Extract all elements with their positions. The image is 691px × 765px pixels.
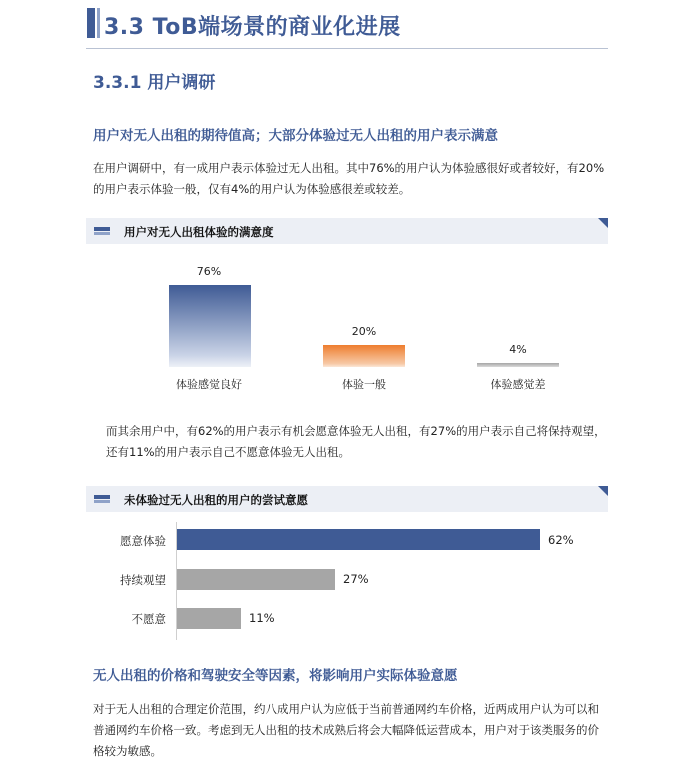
- bar-unwilling: [177, 608, 241, 629]
- chart2-header-band: [86, 486, 608, 512]
- band-marker-icon: [94, 232, 110, 235]
- paragraph-1: 在用户调研中，有一成用户表示体验过无人出租。其中76%的用户认为体验感很好或者较好，有20%的用户表示体验一般，仅有4%的用户认为体验感很差或较差。: [93, 161, 605, 196]
- bar-willing: [177, 529, 540, 550]
- bar-average: [323, 345, 405, 367]
- chart2-axis-line: [176, 522, 177, 640]
- bar-good: [169, 285, 251, 367]
- page-title: 3.3 ToB端场景的商业化进展: [104, 15, 401, 40]
- bar-waiting: [177, 569, 335, 590]
- bar-category-label: 愿意体验: [120, 534, 166, 548]
- bar-value-label: 20%: [351, 325, 377, 338]
- corner-triangle-icon: [598, 218, 608, 228]
- title-divider: [86, 48, 608, 49]
- band-marker-icon: [94, 227, 110, 231]
- band-marker-icon: [94, 495, 110, 499]
- chart1-title: 用户对无人出租体验的满意度: [124, 225, 274, 239]
- subsection-title: 3.3.1 用户调研: [93, 73, 216, 93]
- bar-poor: [477, 363, 559, 367]
- band-marker-icon: [94, 500, 110, 503]
- bar-category-label: 持续观望: [120, 573, 166, 587]
- finding-heading-2: 无人出租的价格和驾驶安全等因素，将影响用户实际体验意愿: [93, 668, 458, 684]
- paragraph-2: 而其余用户中，有62%的用户表示有机会愿意体验无人出租，有27%的用户表示自己将保持观望，还有11%的用户表示自己不愿意体验无人出租。: [106, 424, 606, 459]
- chart2-title: 未体验过无人出租的用户的尝试意愿: [124, 493, 308, 507]
- bar-value-label: 62%: [548, 533, 574, 547]
- chart1-header-band: [86, 218, 608, 244]
- paragraph-3: 对于无人出租的合理定价范围，约八成用户认为应低于当前普通网约车价格，近两成用户认为可以和普通网约车价格一致。考虑到无人出租的技术成熟后将会大幅降低运营成本，用户对于该类服务的价格较为敏感。: [93, 702, 599, 758]
- finding-heading-1: 用户对无人出租的期待值高；大部分体验过无人出租的用户表示满意: [93, 128, 498, 144]
- bar-category-label: 不愿意: [131, 612, 166, 626]
- bar-value-label: 76%: [196, 265, 222, 278]
- bar-value-label: 27%: [343, 572, 369, 586]
- bar-value-label: 4%: [509, 343, 527, 356]
- bar-category-label: 体验一般: [342, 378, 386, 391]
- bar-category-label: 体验感觉差: [490, 378, 546, 391]
- title-accent-bar: [87, 8, 95, 38]
- title-accent-bar-light: [97, 8, 100, 38]
- bar-category-label: 体验感觉良好: [176, 378, 242, 391]
- corner-triangle-icon: [598, 486, 608, 496]
- bar-value-label: 11%: [249, 611, 275, 625]
